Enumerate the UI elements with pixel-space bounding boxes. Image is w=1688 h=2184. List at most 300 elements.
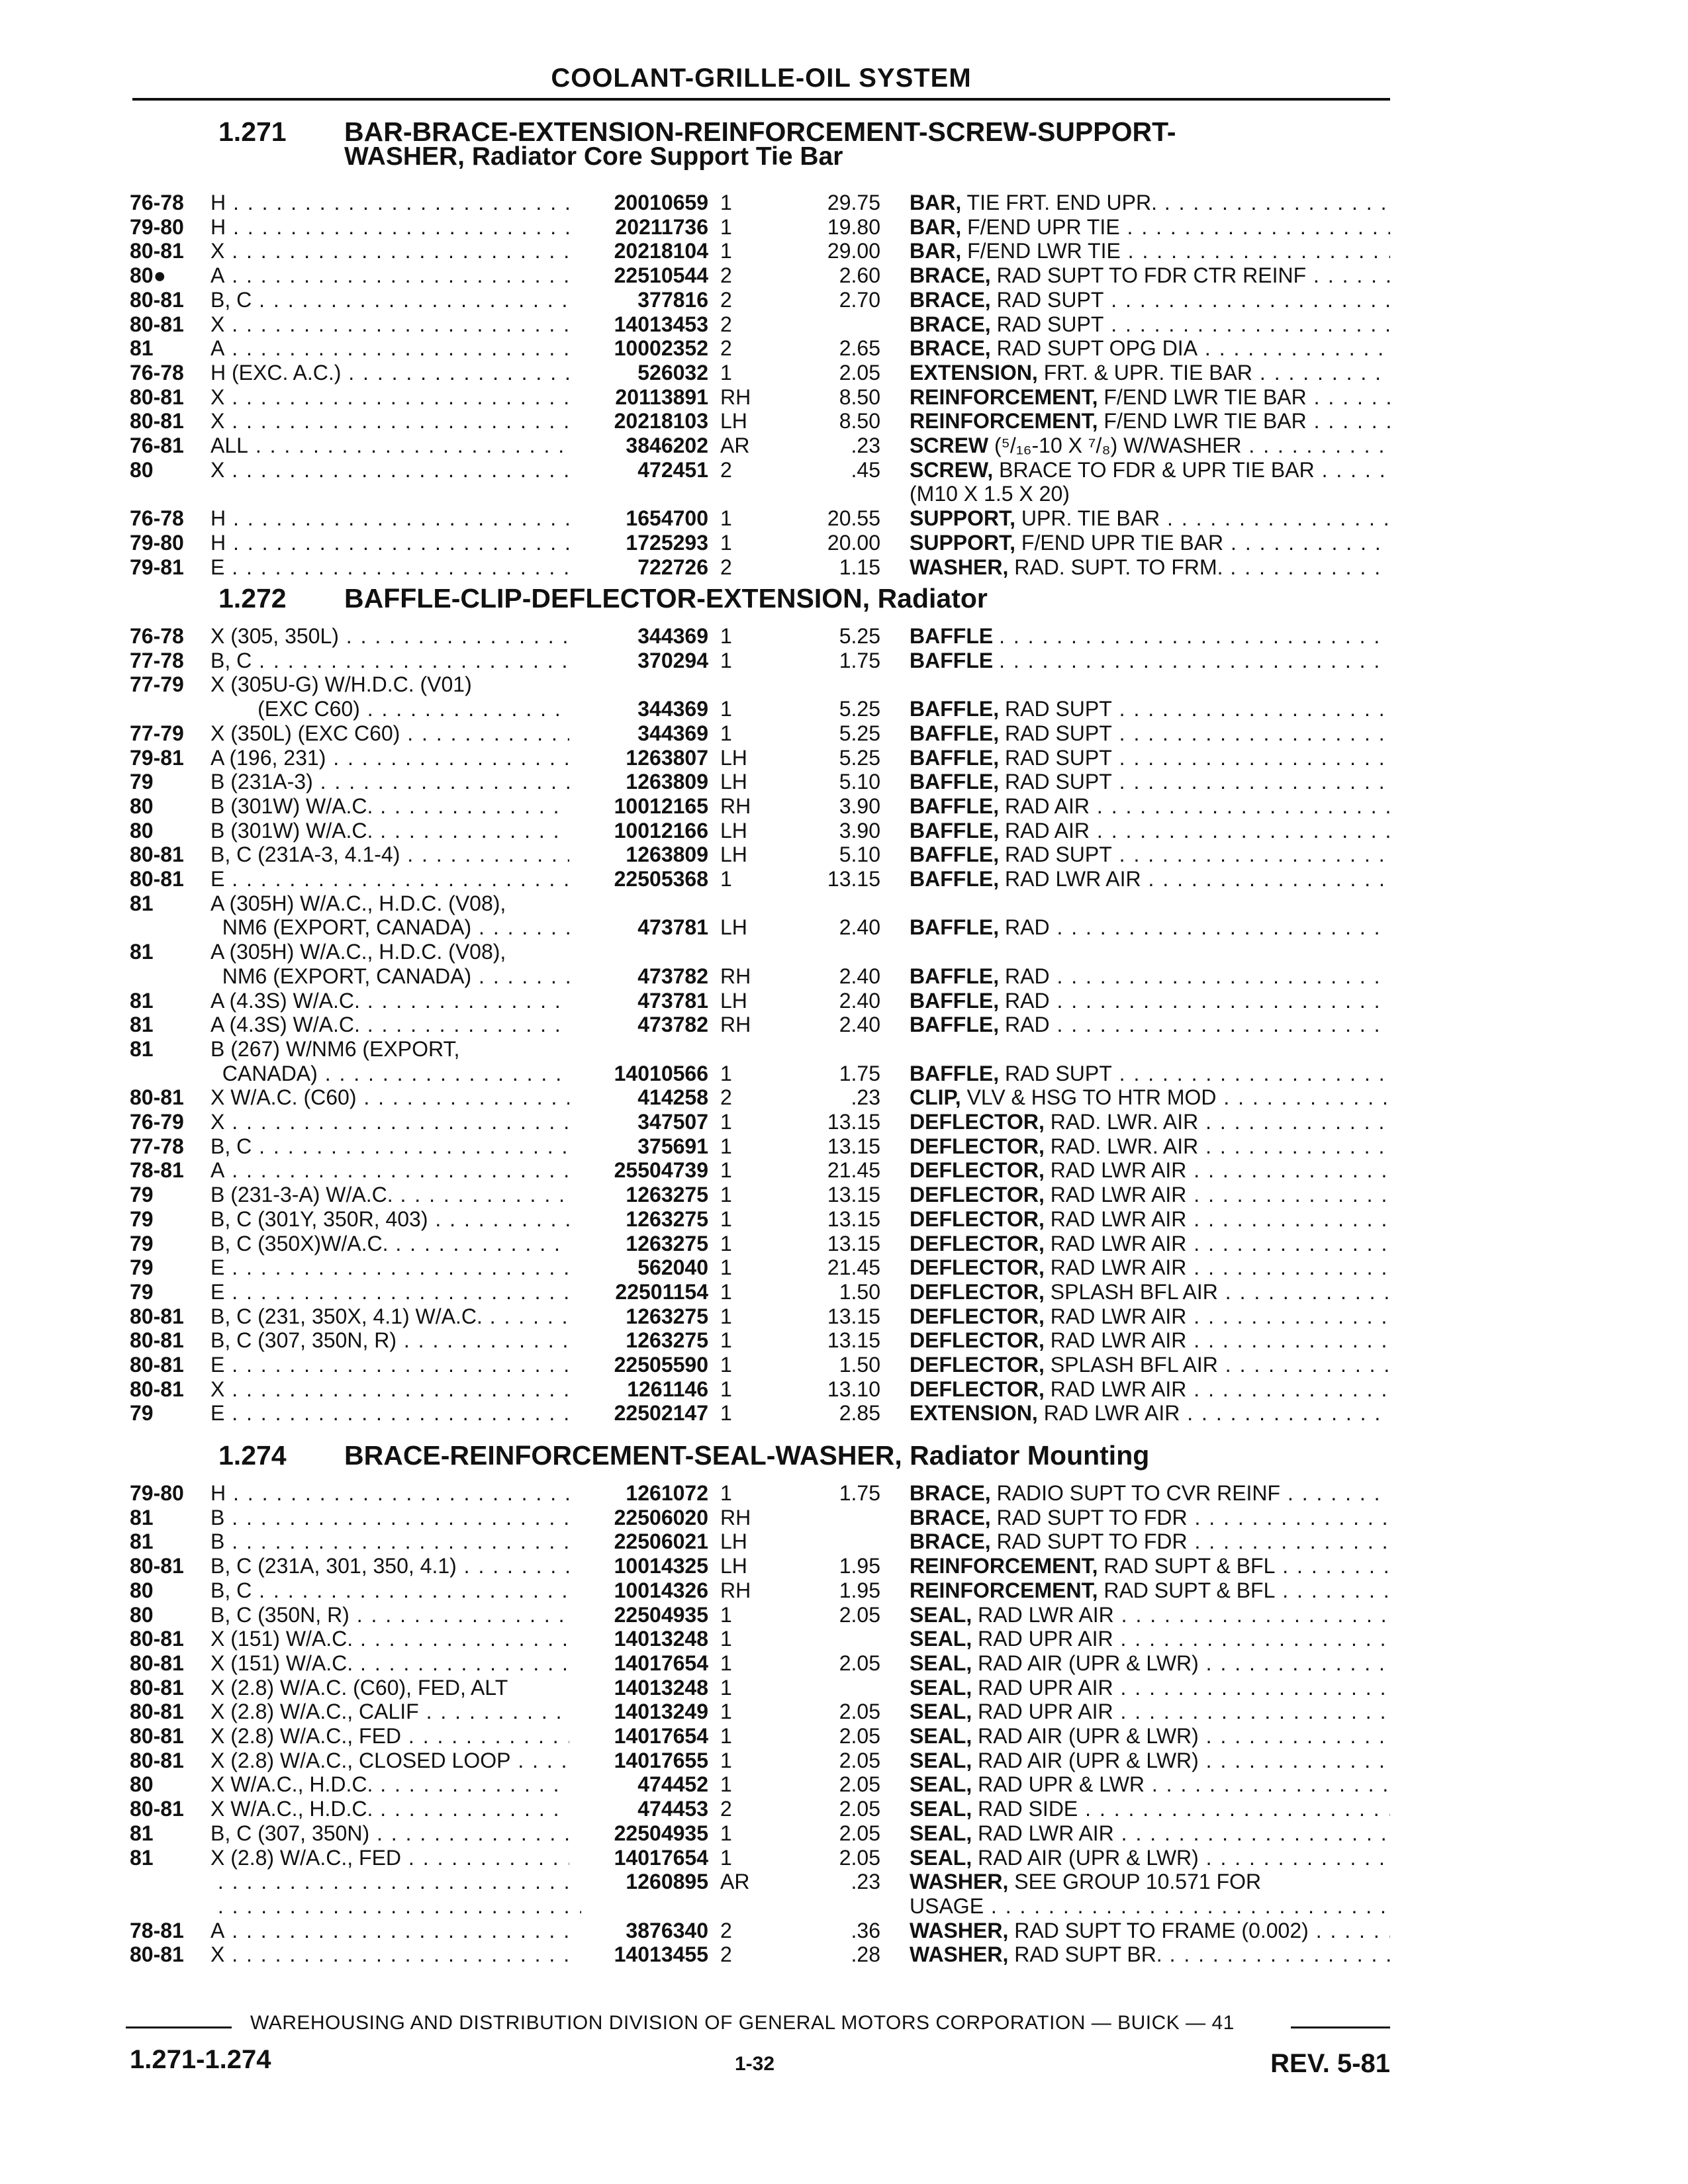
description-noun: SEAL, bbox=[910, 1676, 972, 1700]
description bbox=[910, 989, 1390, 1013]
model-years: 81 bbox=[130, 1529, 154, 1553]
table-row bbox=[0, 1401, 1688, 1425]
quantity: RH bbox=[720, 794, 751, 818]
quantity: 1 bbox=[720, 1377, 732, 1401]
application: X (2.8) W/A.C., FED . . . bbox=[211, 1724, 581, 1748]
part-number: 347507 bbox=[569, 1110, 708, 1134]
application: X (151) W/A.C. . . . bbox=[211, 1627, 581, 1651]
description bbox=[910, 215, 1390, 239]
price: 13.15 bbox=[827, 867, 880, 891]
part-number: 526032 bbox=[569, 361, 708, 385]
price: 13.15 bbox=[827, 1207, 880, 1231]
description-noun: DEFLECTOR, bbox=[910, 1353, 1045, 1377]
application: E . . . bbox=[211, 867, 581, 891]
description-detail: TIE FRT. END UPR. bbox=[966, 191, 1157, 214]
model-years: 80-81 bbox=[130, 1724, 184, 1748]
price: 13.15 bbox=[827, 1304, 880, 1328]
description-noun: EXTENSION, bbox=[910, 1401, 1038, 1425]
part-number: 22506021 bbox=[569, 1529, 708, 1553]
description-detail: RAD UPR & LWR bbox=[978, 1772, 1145, 1796]
table-row bbox=[0, 915, 1688, 939]
table-row bbox=[0, 1627, 1688, 1651]
description-noun: BAR, bbox=[910, 239, 962, 263]
price: 2.05 bbox=[839, 1821, 880, 1845]
description bbox=[910, 1578, 1390, 1602]
description bbox=[910, 1158, 1390, 1182]
description-noun: BAFFLE, bbox=[910, 697, 1000, 721]
description-noun: SEAL, bbox=[910, 1627, 972, 1651]
table-row bbox=[0, 1085, 1688, 1109]
price: 8.50 bbox=[839, 385, 880, 409]
price: 2.60 bbox=[839, 263, 880, 287]
table-row bbox=[0, 1158, 1688, 1182]
table-row bbox=[0, 1821, 1688, 1845]
model-years: 80-81 bbox=[130, 239, 184, 263]
description-detail: RAD bbox=[1004, 964, 1050, 988]
model-years: 79-80 bbox=[130, 215, 184, 239]
description-noun: BAR, bbox=[910, 215, 962, 239]
description-noun: DEFLECTOR, bbox=[910, 1255, 1045, 1279]
application: E . . . bbox=[211, 1280, 581, 1304]
description bbox=[910, 1353, 1390, 1377]
description bbox=[910, 1304, 1390, 1328]
model-years: 81 bbox=[130, 1821, 154, 1845]
quantity: 1 bbox=[720, 697, 732, 721]
description-noun: REINFORCEMENT, bbox=[910, 385, 1098, 409]
table-row bbox=[0, 746, 1688, 770]
model-years: 77-78 bbox=[130, 1134, 184, 1158]
description bbox=[910, 1506, 1390, 1529]
application: B, C . . . bbox=[211, 1134, 581, 1158]
application bbox=[211, 1870, 581, 1893]
table-row bbox=[0, 1013, 1688, 1036]
model-years: 79 bbox=[130, 1207, 154, 1231]
price: 5.25 bbox=[839, 697, 880, 721]
description-noun: DEFLECTOR, bbox=[910, 1158, 1045, 1182]
quantity: 1 bbox=[720, 1846, 732, 1870]
description bbox=[910, 482, 1390, 506]
part-number: 14010566 bbox=[569, 1062, 708, 1085]
price: .45 bbox=[851, 458, 880, 482]
table-row bbox=[0, 649, 1688, 672]
price: 2.05 bbox=[839, 1797, 880, 1821]
description-detail: (M10 X 1.5 X 20) bbox=[910, 482, 1070, 506]
part-number: 1263275 bbox=[569, 1304, 708, 1328]
description-detail: RAD AIR bbox=[1004, 819, 1090, 842]
price: .36 bbox=[851, 1919, 880, 1942]
model-years: 81 bbox=[130, 336, 154, 360]
table-row bbox=[0, 1529, 1688, 1553]
footer-divider-left bbox=[126, 2026, 232, 2028]
description bbox=[910, 867, 1390, 891]
description bbox=[910, 385, 1390, 409]
price: 20.55 bbox=[827, 506, 880, 530]
price: 2.70 bbox=[839, 288, 880, 312]
model-years: 77-78 bbox=[130, 649, 184, 672]
model-years: 78-81 bbox=[130, 1919, 184, 1942]
quantity: 1 bbox=[720, 1158, 732, 1182]
part-number: 473781 bbox=[569, 915, 708, 939]
table-row bbox=[0, 1919, 1688, 1942]
description-detail: RAD SUPT bbox=[1004, 697, 1112, 721]
price: 29.00 bbox=[827, 239, 880, 263]
quantity: 1 bbox=[720, 1651, 732, 1675]
part-number: 20218104 bbox=[569, 239, 708, 263]
table-row bbox=[0, 1037, 1688, 1061]
table-row bbox=[0, 336, 1688, 360]
table-row bbox=[0, 1506, 1688, 1529]
part-number: 14013455 bbox=[569, 1942, 708, 1966]
table-row bbox=[0, 1797, 1688, 1821]
application: B, C . . . bbox=[211, 288, 581, 312]
price: 2.05 bbox=[839, 1651, 880, 1675]
quantity: 2 bbox=[720, 1919, 732, 1942]
quantity: LH bbox=[720, 746, 747, 770]
part-number: 20113891 bbox=[569, 385, 708, 409]
quantity: 2 bbox=[720, 312, 732, 336]
model-years: 81 bbox=[130, 940, 154, 964]
description-detail: BRACE TO FDR & UPR TIE BAR bbox=[999, 458, 1315, 482]
description-detail: RAD. SUPT. TO FRM. bbox=[1014, 555, 1223, 579]
description bbox=[910, 1627, 1390, 1651]
part-number: 10014325 bbox=[569, 1554, 708, 1578]
part-number: 472451 bbox=[569, 458, 708, 482]
application: H (EXC. A.C.) . . . bbox=[211, 361, 581, 385]
table-row bbox=[0, 1894, 1688, 1918]
application: X W/A.C., H.D.C. . . . bbox=[211, 1772, 581, 1796]
table-row bbox=[0, 433, 1688, 457]
application: X W/A.C. (C60) . . . bbox=[211, 1085, 581, 1109]
description bbox=[910, 458, 1390, 482]
quantity: AR bbox=[720, 433, 750, 457]
application: B, C (350N, R) . . . bbox=[211, 1603, 581, 1627]
table-row bbox=[0, 940, 1688, 964]
quantity: LH bbox=[720, 1554, 747, 1578]
model-years: 80-81 bbox=[130, 1627, 184, 1651]
model-years: 80-81 bbox=[130, 409, 184, 433]
application: H . . . bbox=[211, 1481, 581, 1505]
quantity: 1 bbox=[720, 1207, 732, 1231]
price: 2.40 bbox=[839, 989, 880, 1013]
price: 2.40 bbox=[839, 1013, 880, 1036]
description-noun: BAFFLE, bbox=[910, 819, 1000, 842]
application: B, C (301Y, 350R, 403) . . . bbox=[211, 1207, 581, 1231]
model-years: 76-78 bbox=[130, 191, 184, 214]
model-years: 79 bbox=[130, 1255, 154, 1279]
description-noun: SEAL, bbox=[910, 1603, 972, 1627]
model-years: 80 bbox=[130, 458, 154, 482]
table-row bbox=[0, 672, 1688, 696]
price: .28 bbox=[851, 1942, 880, 1966]
table-row bbox=[0, 1062, 1688, 1085]
model-years: 80-81 bbox=[130, 1700, 184, 1723]
description-detail: SPLASH BFL AIR bbox=[1050, 1280, 1218, 1304]
description-noun: SEAL, bbox=[910, 1821, 972, 1845]
description-noun: SEAL, bbox=[910, 1724, 972, 1748]
application: E . . . bbox=[211, 1255, 581, 1279]
model-years: 80-81 bbox=[130, 288, 184, 312]
price: 1.95 bbox=[839, 1554, 880, 1578]
price: 1.95 bbox=[839, 1578, 880, 1602]
application: X . . . bbox=[211, 1377, 581, 1401]
price: 2.05 bbox=[839, 1700, 880, 1723]
part-number: 562040 bbox=[569, 1255, 708, 1279]
model-years: 80-81 bbox=[130, 1353, 184, 1377]
description bbox=[910, 506, 1390, 530]
table-row bbox=[0, 1772, 1688, 1796]
application: X (2.8) W/A.C., CALIF . . . bbox=[211, 1700, 581, 1723]
model-years: 79 bbox=[130, 1280, 154, 1304]
quantity: 2 bbox=[720, 263, 732, 287]
title-divider bbox=[132, 98, 1390, 101]
description-detail: RAD UPR AIR bbox=[978, 1676, 1113, 1700]
model-years: 80-81 bbox=[130, 1651, 184, 1675]
price: 2.05 bbox=[839, 1749, 880, 1772]
model-years: 81 bbox=[130, 891, 154, 915]
price: 13.15 bbox=[827, 1232, 880, 1255]
quantity: 1 bbox=[720, 1280, 732, 1304]
description-detail: F/END UPR TIE bbox=[967, 215, 1120, 239]
price: 21.45 bbox=[827, 1255, 880, 1279]
part-number: 473782 bbox=[569, 1013, 708, 1036]
description bbox=[910, 1207, 1390, 1231]
table-row bbox=[0, 1554, 1688, 1578]
model-years: 80-81 bbox=[130, 1377, 184, 1401]
description bbox=[910, 1183, 1390, 1206]
table-row bbox=[0, 458, 1688, 482]
price: 21.45 bbox=[827, 1158, 880, 1182]
description-noun: BRACE, bbox=[910, 1481, 991, 1505]
table-row bbox=[0, 867, 1688, 891]
table-row bbox=[0, 1280, 1688, 1304]
description-noun: WASHER, bbox=[910, 555, 1009, 579]
quantity: 1 bbox=[720, 1353, 732, 1377]
application: X . . . bbox=[211, 239, 581, 263]
description bbox=[910, 1377, 1390, 1401]
description bbox=[910, 336, 1390, 360]
description-noun: SEAL, bbox=[910, 1700, 972, 1723]
application: A (4.3S) W/A.C. . . . bbox=[211, 1013, 581, 1036]
quantity: AR bbox=[720, 1870, 750, 1893]
section-title: BAR-BRACE-EXTENSION-REINFORCEMENT-SCREW-SUPPORT- bbox=[344, 116, 1176, 147]
section-title: BRACE-REINFORCEMENT-SEAL-WASHER, Radiator Mounting bbox=[344, 1440, 1150, 1471]
price: 13.15 bbox=[827, 1134, 880, 1158]
description-noun: DEFLECTOR, bbox=[910, 1304, 1045, 1328]
price: 13.15 bbox=[827, 1110, 880, 1134]
model-years: 80-81 bbox=[130, 1554, 184, 1578]
table-row bbox=[0, 697, 1688, 721]
part-number: 722726 bbox=[569, 555, 708, 579]
part-number: 14017654 bbox=[569, 1724, 708, 1748]
description bbox=[910, 1700, 1390, 1723]
table-row bbox=[0, 1724, 1688, 1748]
footer-revision: REV. 5-81 bbox=[1270, 2049, 1390, 2078]
part-number: 10014326 bbox=[569, 1578, 708, 1602]
quantity: 1 bbox=[720, 649, 732, 672]
description bbox=[910, 649, 1390, 672]
application: X (2.8) W/A.C., CLOSED LOOP . . . bbox=[211, 1749, 581, 1772]
description-detail: RAD SIDE bbox=[978, 1797, 1078, 1821]
description bbox=[910, 1134, 1390, 1158]
table-row bbox=[0, 288, 1688, 312]
description-detail: RAD SUPT BR. bbox=[1014, 1942, 1162, 1966]
price: 13.15 bbox=[827, 1328, 880, 1352]
application: B, C . . . bbox=[211, 1578, 581, 1602]
description-detail: RAD LWR AIR bbox=[1050, 1304, 1187, 1328]
price: 2.05 bbox=[839, 1772, 880, 1796]
description bbox=[910, 1232, 1390, 1255]
model-years: 79 bbox=[130, 1232, 154, 1255]
application: B, C . . . bbox=[211, 649, 581, 672]
application: B, C (231, 350X, 4.1) W/A.C. . . . bbox=[211, 1304, 581, 1328]
part-number: 370294 bbox=[569, 649, 708, 672]
description bbox=[910, 1942, 1390, 1966]
description-noun: DEFLECTOR, bbox=[910, 1207, 1045, 1231]
description-detail: F/END LWR TIE BAR bbox=[1103, 409, 1307, 433]
description-noun: DEFLECTOR, bbox=[910, 1183, 1045, 1206]
description-detail: F/END UPR TIE BAR bbox=[1021, 531, 1224, 555]
description-noun: BAFFLE bbox=[910, 649, 994, 672]
application: B (231A-3) . . . bbox=[211, 770, 581, 794]
price: 1.75 bbox=[839, 1062, 880, 1085]
price: 2.05 bbox=[839, 1603, 880, 1627]
section-title: BAFFLE-CLIP-DEFLECTOR-EXTENSION, Radiator bbox=[344, 583, 988, 614]
table-row bbox=[0, 409, 1688, 433]
model-years: 79-80 bbox=[130, 531, 184, 555]
price: .23 bbox=[851, 1085, 880, 1109]
description bbox=[910, 1846, 1390, 1870]
quantity: 1 bbox=[720, 1062, 732, 1085]
description-detail: RAD AIR bbox=[1004, 794, 1090, 818]
description bbox=[910, 1529, 1390, 1553]
description-detail: RAD AIR (UPR & LWR) bbox=[978, 1846, 1199, 1870]
description-detail: FRT. & UPR. TIE BAR bbox=[1043, 361, 1253, 385]
application bbox=[211, 1894, 581, 1918]
price: 2.40 bbox=[839, 964, 880, 988]
description-detail: RAD LWR AIR bbox=[1050, 1207, 1187, 1231]
table-row bbox=[0, 312, 1688, 336]
description-noun: SUPPORT, bbox=[910, 531, 1016, 555]
model-years: 80-81 bbox=[130, 1797, 184, 1821]
description bbox=[910, 964, 1390, 988]
model-years: 80-81 bbox=[130, 312, 184, 336]
application: X (305U-G) W/H.D.C. (V01) bbox=[211, 672, 472, 696]
description-detail: RAD SUPT bbox=[996, 312, 1104, 336]
price: 3.90 bbox=[839, 819, 880, 842]
description-detail: RAD SUPT TO FRAME (0.002) bbox=[1014, 1919, 1309, 1942]
application: X . . . bbox=[211, 458, 581, 482]
quantity: 1 bbox=[720, 1700, 732, 1723]
price: 2.05 bbox=[839, 1846, 880, 1870]
model-years: 78-81 bbox=[130, 1158, 184, 1182]
application: H . . . bbox=[211, 215, 581, 239]
description-noun: BRACE, bbox=[910, 288, 991, 312]
part-number: 1263275 bbox=[569, 1183, 708, 1206]
model-years: 80-81 bbox=[130, 867, 184, 891]
description-noun: SCREW bbox=[910, 433, 989, 457]
description-detail: RAD AIR (UPR & LWR) bbox=[978, 1724, 1199, 1748]
description-noun: BRACE, bbox=[910, 263, 991, 287]
quantity: RH bbox=[720, 1506, 751, 1529]
model-years: 81 bbox=[130, 989, 154, 1013]
application: H . . . bbox=[211, 531, 581, 555]
application: B (301W) W/A.C. . . . bbox=[211, 794, 581, 818]
description-detail: RAD UPR AIR bbox=[978, 1627, 1113, 1651]
description-noun: BAFFLE, bbox=[910, 915, 1000, 939]
price: 5.25 bbox=[839, 746, 880, 770]
part-number: 22506020 bbox=[569, 1506, 708, 1529]
quantity: RH bbox=[720, 385, 751, 409]
part-number: 3846202 bbox=[569, 433, 708, 457]
description-detail: RAD bbox=[1004, 915, 1050, 939]
description bbox=[910, 1894, 1390, 1918]
description-noun: BAFFLE, bbox=[910, 770, 1000, 794]
description bbox=[910, 819, 1390, 842]
description-detail: RAD. LWR. AIR bbox=[1050, 1134, 1199, 1158]
part-number: 1263275 bbox=[569, 1328, 708, 1352]
quantity: 2 bbox=[720, 336, 732, 360]
application: NM6 (EXPORT, CANADA) . . . bbox=[211, 915, 581, 939]
description bbox=[910, 770, 1390, 794]
description-detail: RAD SUPT bbox=[1004, 842, 1112, 866]
quantity: RH bbox=[720, 964, 751, 988]
part-number: 22504935 bbox=[569, 1821, 708, 1845]
description-detail: UPR. TIE BAR bbox=[1021, 506, 1160, 530]
model-years: 76-78 bbox=[130, 624, 184, 648]
table-row bbox=[0, 989, 1688, 1013]
application: B . . . bbox=[211, 1506, 581, 1529]
part-number: 14013249 bbox=[569, 1700, 708, 1723]
part-number: 1261146 bbox=[569, 1377, 708, 1401]
description bbox=[910, 1554, 1390, 1578]
price: 2.85 bbox=[839, 1401, 880, 1425]
table-row bbox=[0, 891, 1688, 915]
description-noun: REINFORCEMENT, bbox=[910, 1554, 1098, 1578]
quantity: 1 bbox=[720, 1304, 732, 1328]
description-detail: VLV & HSG TO HTR MOD bbox=[966, 1085, 1217, 1109]
description-detail: RAD SUPT bbox=[1004, 746, 1112, 770]
part-number: 473782 bbox=[569, 964, 708, 988]
description-noun: BAFFLE, bbox=[910, 794, 1000, 818]
table-row bbox=[0, 1676, 1688, 1700]
application: CANADA) . . . bbox=[211, 1062, 581, 1085]
application: B (267) W/NM6 (EXPORT, bbox=[211, 1037, 460, 1061]
section-number: 1.271 bbox=[218, 116, 287, 147]
application: B, C (231A-3, 4.1-4) . . . bbox=[211, 842, 581, 866]
quantity: 2 bbox=[720, 555, 732, 579]
description-detail: RAD LWR AIR bbox=[1050, 1255, 1187, 1279]
part-number: 14013248 bbox=[569, 1676, 708, 1700]
quantity: LH bbox=[720, 409, 747, 433]
price: 13.10 bbox=[827, 1377, 880, 1401]
quantity: RH bbox=[720, 1578, 751, 1602]
description-detail: RAD SUPT TO FDR bbox=[996, 1529, 1188, 1553]
table-row bbox=[0, 1377, 1688, 1401]
description-noun: DEFLECTOR, bbox=[910, 1110, 1045, 1134]
description-noun: REINFORCEMENT, bbox=[910, 1578, 1098, 1602]
section-number: 1.272 bbox=[218, 583, 287, 614]
description-detail: RAD LWR AIR bbox=[1043, 1401, 1180, 1425]
description-detail: RAD LWR AIR bbox=[1050, 1377, 1187, 1401]
quantity: 2 bbox=[720, 288, 732, 312]
table-row bbox=[0, 361, 1688, 385]
quantity: 2 bbox=[720, 1942, 732, 1966]
part-number: 22502147 bbox=[569, 1401, 708, 1425]
description bbox=[910, 288, 1390, 312]
table-row bbox=[0, 1304, 1688, 1328]
price: 1.75 bbox=[839, 649, 880, 672]
description bbox=[910, 1401, 1390, 1425]
